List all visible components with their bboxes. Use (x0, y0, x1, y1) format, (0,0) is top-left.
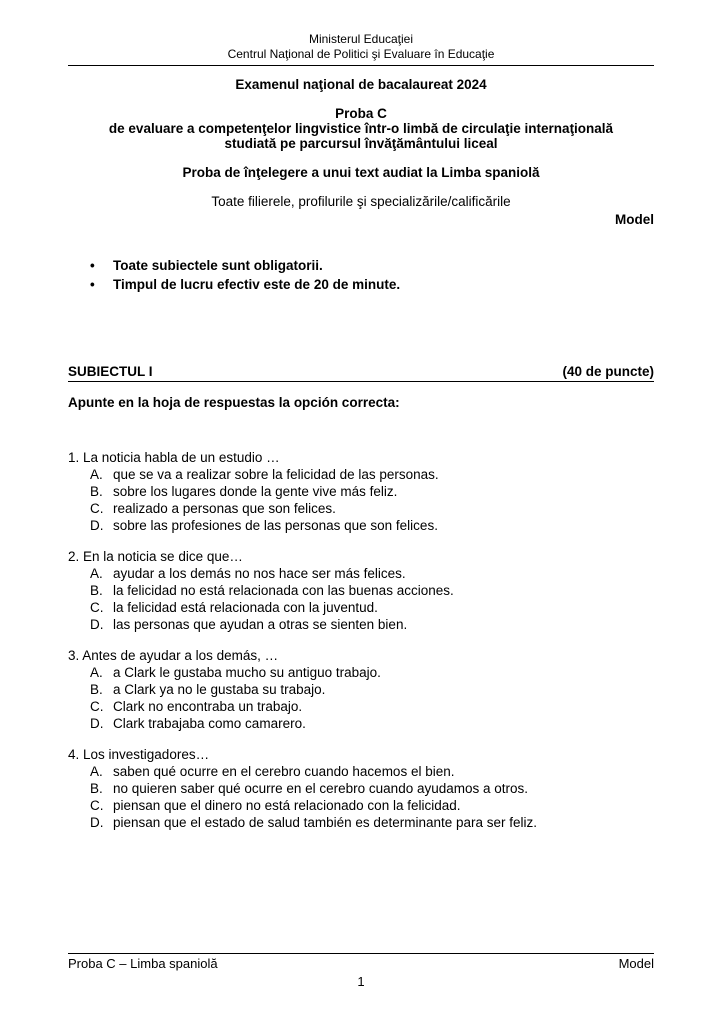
option-letter: C. (90, 699, 104, 714)
option-text: saben qué ocurre en el cerebro cuando hacemos el bien. (113, 764, 455, 779)
answer-option (68, 466, 654, 483)
option-text: Clark trabajaba como camarero. (113, 716, 306, 731)
section-heading (68, 364, 654, 382)
option-letter: A. (90, 665, 103, 680)
option-letter: D. (90, 716, 104, 731)
answer-option (68, 715, 654, 732)
option-letter: B. (90, 583, 103, 598)
question-4 (68, 746, 654, 831)
answer-option (68, 698, 654, 715)
proba-description-line-1: de evaluare a competenţelor lingvistice într-o limbă de circulaţie internaţională (108, 121, 614, 136)
footer-row (68, 956, 654, 972)
subject-title: Proba de înţelegere a unui text audiat la Limba spaniolă (182, 165, 540, 180)
question-3 (68, 647, 654, 732)
national-center-line: Centrul Naţional de Politici şi Evaluare în Educaţie (227, 47, 495, 61)
option-text: que se va a realizar sobre la felicidad de las personas. (113, 467, 439, 482)
footer-proba-label: Proba C – Limba spaniolă (68, 956, 218, 971)
notices-list (68, 256, 654, 294)
bullet-icon: • (90, 277, 95, 292)
exam-title: Examenul naţional de bacalaureat 2024 (235, 77, 487, 92)
option-letter: A. (90, 566, 103, 581)
header-divider (68, 65, 654, 66)
answer-option (68, 664, 654, 681)
filiere-line: Toate filierele, profilurile şi specializările/calificările (211, 194, 511, 209)
option-text: sobre los lugares donde la gente vive más feliz. (113, 484, 398, 499)
option-letter: C. (90, 501, 104, 516)
footer-divider (68, 953, 654, 954)
notice-text: Toate subiectele sunt obligatorii. (113, 258, 323, 273)
answer-option (68, 681, 654, 698)
title-block (68, 77, 654, 209)
answer-option (68, 500, 654, 517)
option-letter: C. (90, 798, 104, 813)
footer-model-label: Model (618, 956, 654, 971)
section-instruction: Apunte en la hoja de respuestas la opción correcta: (68, 395, 400, 410)
answer-option (68, 763, 654, 780)
option-letter: B. (90, 781, 103, 796)
answer-option (68, 483, 654, 500)
page-number: 1 (357, 974, 365, 989)
option-letter: D. (90, 518, 104, 533)
document-header (68, 32, 654, 62)
option-letter: A. (90, 764, 103, 779)
notice-text: Timpul de lucru efectiv este de 20 de minute. (113, 277, 401, 292)
option-text: a Clark ya no le gustaba su trabajo. (113, 682, 326, 697)
option-text: la felicidad está relacionada con la juventud. (113, 600, 378, 615)
answer-option (68, 565, 654, 582)
option-letter: D. (90, 815, 104, 830)
option-text: Clark no encontraba un trabajo. (113, 699, 303, 714)
option-text: piensan que el estado de salud también es determinante para ser feliz. (113, 815, 538, 830)
notice-item (90, 256, 654, 275)
option-text: las personas que ayudan a otras se sienten bien. (113, 617, 408, 632)
question-stem: 1. La noticia habla de un estudio … (68, 450, 280, 465)
question-stem: 3. Antes de ayudar a los demás, … (68, 648, 279, 663)
option-letter: C. (90, 600, 104, 615)
model-label: Model (615, 212, 654, 227)
option-text: no quieren saber qué ocurre en el cerebro cuando ayudamos a otros. (113, 781, 529, 796)
section-points: (40 de puncte) (562, 364, 654, 379)
option-text: a Clark le gustaba mucho su antiguo trabajo. (113, 665, 381, 680)
answer-option (68, 582, 654, 599)
answer-option (68, 780, 654, 797)
section-title: SUBIECTUL I (68, 364, 153, 379)
answer-option (68, 599, 654, 616)
answer-option (68, 797, 654, 814)
option-letter: B. (90, 682, 103, 697)
option-text: sobre las profesiones de las personas que son felices. (113, 518, 438, 533)
proba-description-line-2: studiată pe parcursul învăţământului liceal (224, 136, 498, 151)
question-1 (68, 449, 654, 534)
notice-item (90, 275, 654, 294)
document-footer (68, 953, 654, 990)
proba-title: Proba C (335, 106, 387, 121)
ministry-line: Ministerul Educaţiei (308, 32, 414, 46)
option-text: realizado a personas que son felices. (113, 501, 336, 516)
question-stem: 4. Los investigadores… (68, 747, 210, 762)
question-stem: 2. En la noticia se dice que… (68, 549, 243, 564)
option-text: piensan que el dinero no está relacionado con la felicidad. (113, 798, 461, 813)
answer-option (68, 517, 654, 534)
answer-option (68, 814, 654, 831)
question-2 (68, 548, 654, 633)
option-letter: D. (90, 617, 104, 632)
questions-list (68, 449, 654, 831)
answer-option (68, 616, 654, 633)
bullet-icon: • (90, 258, 95, 273)
option-letter: B. (90, 484, 103, 499)
option-letter: A. (90, 467, 103, 482)
option-text: la felicidad no está relacionada con las buenas acciones. (113, 583, 454, 598)
option-text: ayudar a los demás no nos hace ser más felices. (113, 566, 406, 581)
